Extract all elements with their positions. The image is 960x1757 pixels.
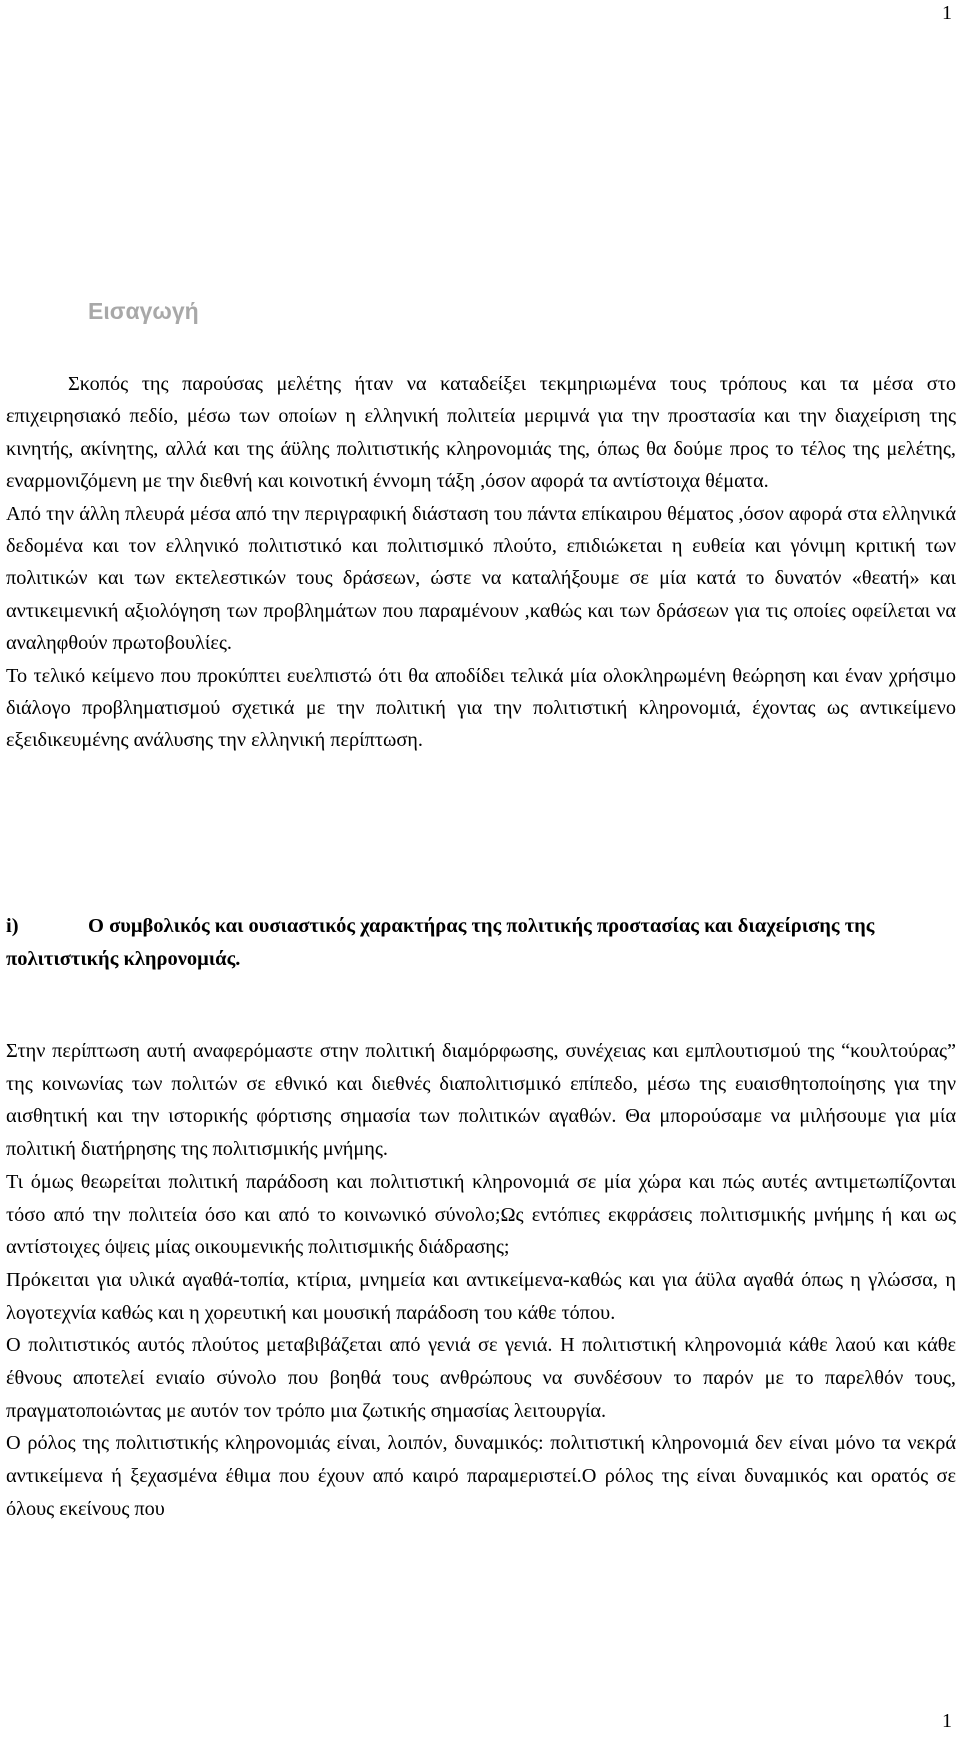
section-number: i) [6, 915, 19, 937]
intro-paragraph-2: Από την άλλη πλευρά μέσα από την περιγραφική διάσταση του πάντα επίκαιρου θέματος ,όσον αφορά στα ελληνικά δεδομένα και τον ελληνικό πολιτιστικό και πολιτισμικό πλούτο, επιδιώκεται η ευθεία και γόνιμη κριτική των πολιτικών και των εκτελεστικών τους δράσεων, ώστε να καταλήξουμε σε μία κατά το δυνατόν «θεατή» και αντικειμενική αξιολόγηση των προβλημάτων που παραμένουν ,καθώς και των δράσεων για τις οποίες οφείλεται να αναληφθούν πρωτοβουλίες. [6, 502, 956, 655]
section-paragraph-4: Ο πολιτιστικός αυτός πλούτος μεταβιβάζεται από γενιά σε γενιά. Η πολιτιστική κληρονομιά κάθε λαού και κάθε έθνους αποτελεί ενιαίο σύνολο που βοηθά τους ανθρώπους να συνδέσουν το παρόν με το παρελθόν τους, πραγματοποιώντας με αυτόν τον τρόπο μια ζωτικής σημασίας λειτουργία. [6, 1334, 956, 1422]
intro-section [6, 368, 956, 757]
section-paragraph-2: Τι όμως θεωρείται πολιτική παράδοση και πολιτιστική κληρονομιά σε μία χώρα και πώς αυτές αντιμετωπίζονται τόσο από την πολιτεία όσο και από το κοινωνικό σύνολο;Ως εντόπιες εκφράσεις πολιτισμικής μνήμης ή και ως αντίστοιχες όψεις μίας οικουμενικής πολιτισμικής διάδρασης; [6, 1170, 956, 1259]
section-paragraph-5: Ο ρόλος της πολιτιστικής κληρονομιάς είναι, λοιπόν, δυναμικός: πολιτιστική κληρονομιά δεν είναι μόνο τα νεκρά αντικείμενα ή ξεχασμένα έθιμα που έχουν από καιρό παραμεριστεί.Ο ρόλος της είναι δυναμικός και ορατός σε όλους εκείνους που [6, 1432, 956, 1520]
page-number-bottom: 1 [942, 1710, 952, 1732]
intro-paragraph-3: Το τελικό κείμενο που προκύπτει ευελπιστώ ότι θα αποδίδει τελικά μία ολοκληρωμένη θεώρηση και έναν χρήσιμο διάλογο προβληματισμού σχετικά με την πολιτική για την πολιτιστική κληρονομιά, έχοντας ως αντικείμενο εξειδικευμένης ανάλυσης την ελληνική περίπτωση. [6, 664, 956, 752]
section-paragraph-3: Πρόκειται για υλικά αγαθά-τοπία, κτίρια, μνημεία και αντικείμενα-καθώς και για άϋλα αγαθά όπως η γλώσσα, η λογοτεχνία καθώς και η χορευτική και μουσική παράδοση του κάθε τόπου. [6, 1268, 956, 1324]
section-title: Ο συμβολικός και ουσιαστικός χαρακτήρας της πολιτικής προστασίας και διαχείρισης της πολιτιστικής κληρονομιάς. [6, 915, 875, 970]
section-heading [6, 910, 956, 976]
page-title: Εισαγωγή [88, 298, 199, 324]
intro-paragraph-1: Σκοπός της παρούσας μελέτης ήταν να καταδείξει τεκμηριωμένα τους τρόπους και τα μέσα στο επιχειρησιακό πεδίο, μέσω των οποίων η ελληνική πολιτεία μεριμνά για την προστασία και την διαχείριση της κινητής, ακίνητης, αλλά και της άϋλης πολιτιστικής κληρονομιάς της, όπως θα δούμε προς το τέλος της μελέτης, εναρμονιζόμενη με την διεθνή και κοινοτική έννομη τάξη ,όσον αφορά τα αντίστοιχα θέματα. [6, 373, 956, 493]
section-body [6, 1035, 956, 1526]
page-number-top: 1 [942, 2, 952, 24]
section-paragraph-1: Στην περίπτωση αυτή αναφερόμαστε στην πολιτική διαμόρφωσης, συνέχειας και εμπλουτισμού της “κουλτούρας” της κοινωνίας των πολιτών σε εθνικό και διεθνές διαπολιτισμικό επίπεδο, μέσω της ευαισθητοποίησης για την αισθητική και την ιστορικής φόρτισης σημασία των πολιτικών αγαθών. Θα μπορούσαμε να μιλήσουμε για μία πολιτική διατήρησης της πολιτισμικής μνήμης. [6, 1040, 956, 1161]
